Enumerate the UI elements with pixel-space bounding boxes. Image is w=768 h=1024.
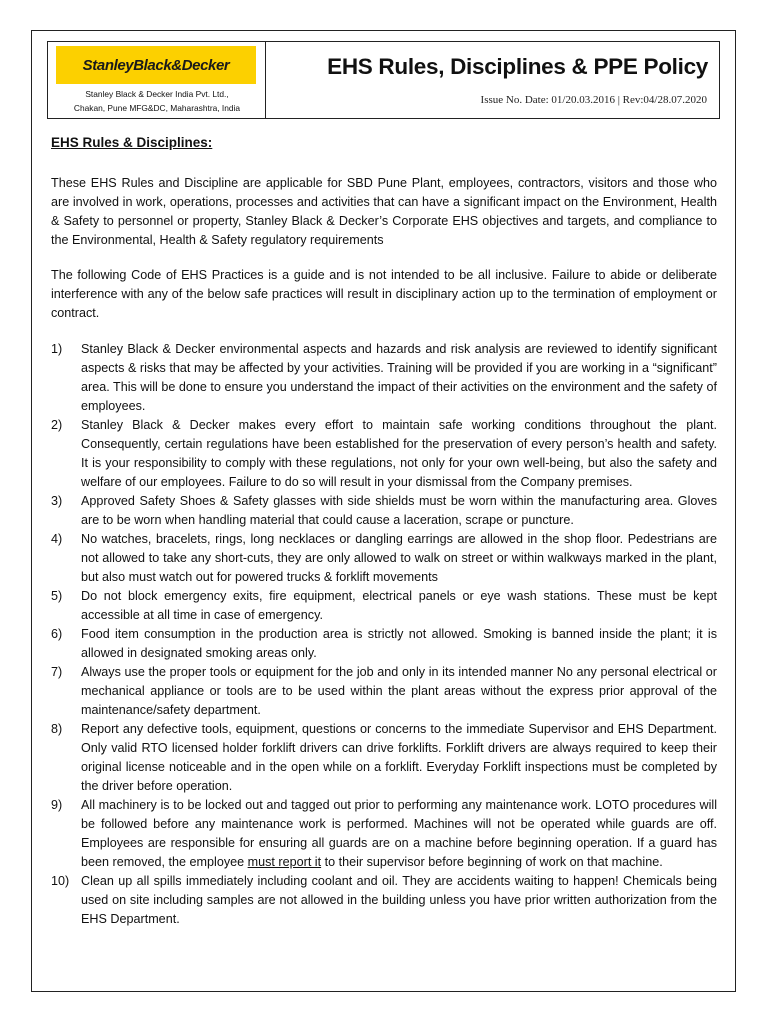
company-line-1: Stanley Black & Decker India Pvt. Ltd.,: [85, 89, 229, 99]
intro-paragraph-1: These EHS Rules and Discipline are applicable for SBD Pune Plant, employees, contractors, visitors and those who are involved in work, operations, processes and activities that can have a significant impact on the Environment, Health & Safety to personnel or property, Stanley Black & Decker’s Corporate EHS objectives and targets, and compliance to the Environmental, Health & Safety regulatory requirements: [51, 176, 717, 247]
rule-text-part-1: All machinery is to be locked out and tagged out prior to performing any maintenance work. LOTO procedures will be followed before any maintenance work is performed. Machines will not be operated while guards are off. Employees are responsible for ensuring all guards are on a machine before beginning operation. If a guard has been removed, the employee: [81, 798, 717, 869]
rule-text: Do not block emergency exits, fire equipment, electrical panels or eye wash stations. These must be kept accessible at all time in case of emergency.: [81, 589, 717, 622]
rule-item: [51, 340, 717, 416]
rule-text: No watches, bracelets, rings, long necklaces or dangling earrings are allowed in the shop floor. Pedestrians are not allowed to take any short-cuts, they are only allowed to walk on street or within walkways marked in the plant, but also must watch out for powered trucks & forklift movements: [81, 532, 717, 584]
rule-item: [51, 625, 717, 663]
rule-number: 1): [51, 342, 63, 356]
rule-number: 3): [51, 494, 63, 508]
rule-number: 5): [51, 589, 63, 603]
rule-number: 8): [51, 722, 63, 736]
company-line-2: Chakan, Pune MFG&DC, Maharashtra, India: [73, 103, 241, 113]
rule-number: 6): [51, 627, 63, 641]
rule-item: [51, 530, 717, 587]
rule-item: [51, 872, 717, 929]
rule-number: 10): [51, 874, 70, 888]
rule-number: 2): [51, 418, 63, 432]
rule-item: [51, 587, 717, 625]
rule-text-underlined: must report it: [247, 855, 322, 869]
intro-paragraph-2: The following Code of EHS Practices is a guide and is not intended to be all inclusive. Failure to abide or deliberate interference with any of the below safe practices will result in disciplinary action up to the termination of employment or contract.: [51, 268, 717, 320]
logo-cell: [48, 42, 266, 118]
title-cell: [266, 42, 719, 118]
rule-item: [51, 492, 717, 530]
rule-number: 4): [51, 532, 63, 546]
logo-text: StanleyBlack&Decker: [82, 56, 230, 74]
company-logo: [56, 46, 256, 84]
rule-number: 9): [51, 798, 63, 812]
rule-text: Stanley Black & Decker makes every effort to maintain safe working conditions throughout the plant. Consequently, certain regulations have been established for the preservation of every person’s health and safety. It is your responsibility to comply with these regulations, not only for your own well-being, but also the safety and welfare of our employees. Failure to do so will result in your dismissal from the Company premises.: [81, 418, 717, 489]
rule-item: [51, 720, 717, 796]
document-header: [47, 41, 720, 119]
rule-item: [51, 796, 717, 872]
rule-text: Report any defective tools, equipment, questions or concerns to the immediate Supervisor and EHS Department. Only valid RTO licensed holder forklift drivers can drive forklifts. Forklift drivers are always required to keep their original license noticeable and in the open while on a forklift. Everyday Forklift inspections must be completed by the driver before operation.: [81, 722, 717, 793]
section-heading: EHS Rules & Disciplines:: [51, 135, 213, 150]
document-title: EHS Rules, Disciplines & PPE Policy: [327, 54, 708, 79]
rules-list: [51, 340, 717, 929]
rule-number: 7): [51, 665, 63, 679]
rule-text: Approved Safety Shoes & Safety glasses with side shields must be worn within the manufacturing area. Gloves are to be worn when handling material that could cause a laceration, scrape or puncture.: [81, 494, 717, 527]
rule-text: Stanley Black & Decker environmental aspects and hazards and risk analysis are reviewed to identify significant aspects & risks that may be affected by your activities. Training will be provided if you are working in a “significant” area. This will be done to ensure you understand the impact of their activities on the environment and the safety of employees.: [81, 342, 717, 413]
rule-item: [51, 416, 717, 492]
rule-text: Clean up all spills immediately including coolant and oil. They are accidents waiting to happen! Chemicals being used on site including samples are not allowed in the building unless you have prior written authorization from the EHS Department.: [81, 874, 717, 926]
rule-text: Food item consumption in the production area is strictly not allowed. Smoking is banned inside the plant; it is allowed in designated smoking areas only.: [81, 627, 717, 660]
rule-text-part-2: to their supervisor before beginning of work on that machine.: [321, 855, 663, 869]
rule-item: [51, 663, 717, 720]
company-address: [48, 87, 266, 115]
issue-info: Issue No. Date: 01/20.03.2016 | Rev:04/28.07.2020: [480, 94, 707, 106]
rule-text: Always use the proper tools or equipment for the job and only in its intended manner No any personal electrical or mechanical appliance or tools are to be used within the plant areas without the express prior approval of the maintenance/safety department.: [81, 665, 717, 717]
